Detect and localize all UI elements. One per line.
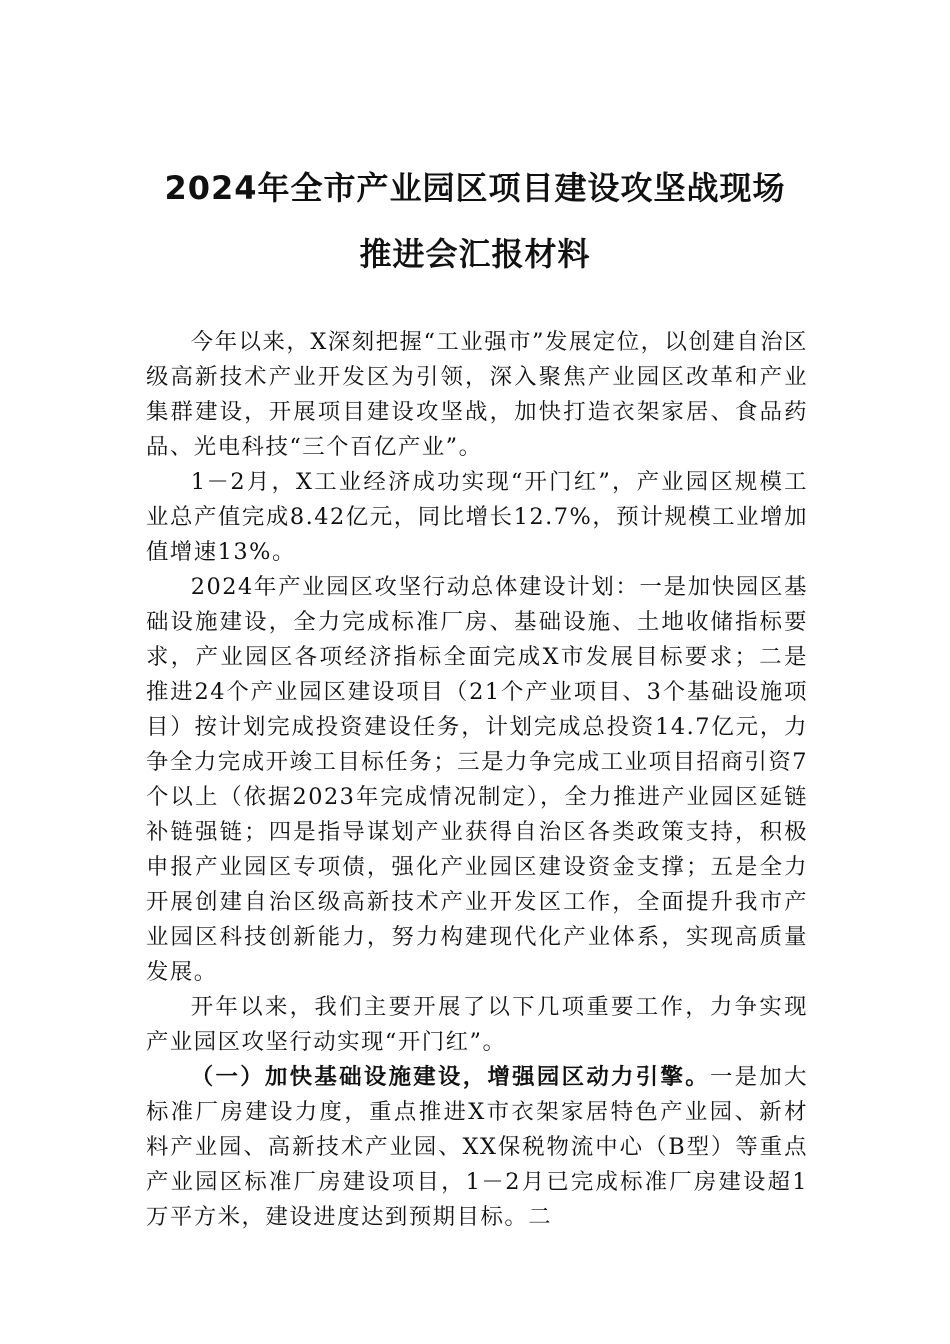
document-title-line-1: 2024年全市产业园区项目建设攻坚战现场 (164, 169, 786, 207)
section-1-text: 一是加大标准厂房建设力度，重点推进X市衣架家居特色产业园、新材料产业园、高新技术产业园、XX保税物流中心（B型）等重点产业园区标准厂房建设项目，1－2月已完成标准厂房建设超1万平方米，建设进度达到预期目标。二 (146, 1064, 809, 1230)
section-1-heading: （一）加快基础设施建设，增强园区动力引擎。 (190, 1064, 710, 1090)
paragraph-intro: 今年以来，X深刻把握“工业强市”发展定位，以创建自治区级高新技术产业开发区为引领，深入聚焦产业园区改革和产业集群建设，开展项目建设攻坚战，加快打造衣架家居、食品药品、光电科技“三个百亿产业”。 (146, 329, 808, 460)
paragraph-plan: 2024年产业园区攻坚行动总体建设计划：一是加快园区基础设施建设，全力完成标准厂房、基础设施、土地收储指标要求，产业园区各项经济指标全面完成X市发展目标要求；二是推进24个产业园区建设项目（21个产业项目、3个基础设施项目）按计划完成投资建设任务，计划完成总投资14.7亿元，力争全力完成开竣工目标任务；三是力争完成工业项目招商引资7个以上（依据2023年完成情况制定），全力推进产业园区延链补链强链；四是指导谋划产业获得自治区各类政策支持，积极申报产业园区专项债，强化产业园区建设资金支撑；五是全力开展创建自治区级高新技术产业开发区工作，全面提升我市产业园区科技创新能力，努力构建现代化产业体系，实现高质量发展。 (146, 574, 808, 985)
document-title-line-2: 推进会汇报材料 (359, 235, 591, 273)
paragraph-work-summary: 开年以来，我们主要开展了以下几项重要工作，力争实现产业园区攻坚行动实现“开门红”。 (146, 994, 808, 1055)
paragraph-economy: 1－2月，X工业经济成功实现“开门红”，产业园区规模工业总产值完成8.42亿元，同比增长12.7%，预计规模工业增加值增速13%。 (146, 469, 808, 565)
paragraph-section-1 (146, 1060, 808, 1235)
document-body (146, 325, 808, 1235)
